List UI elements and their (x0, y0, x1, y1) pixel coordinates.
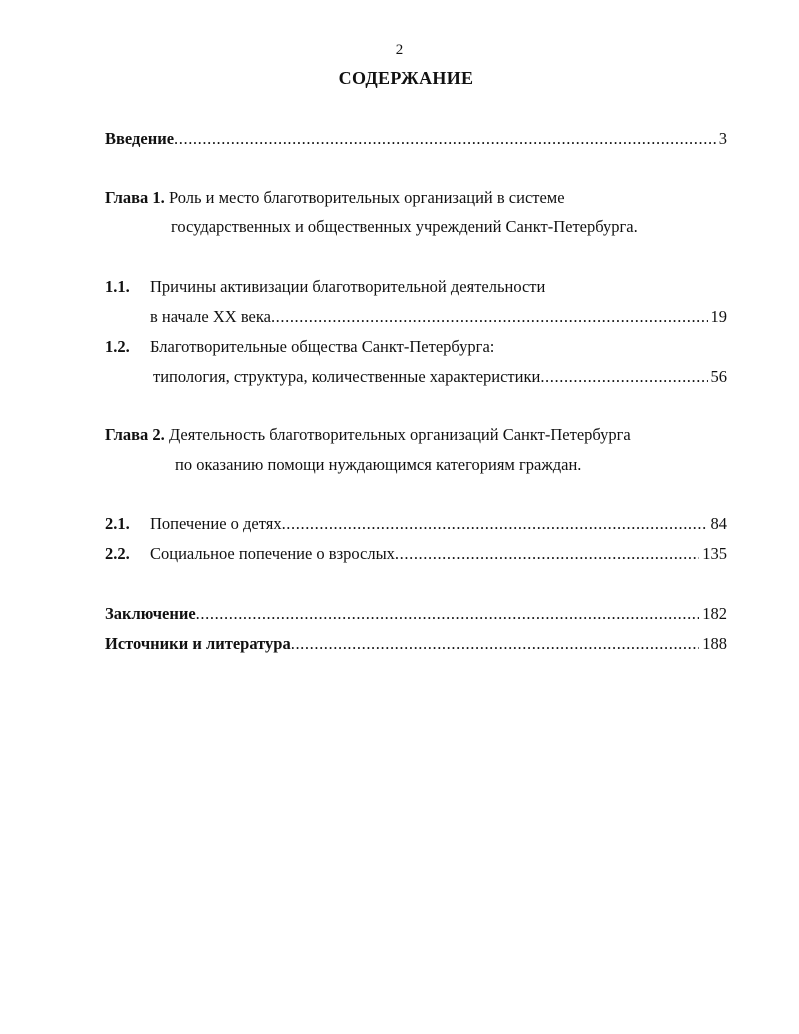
dot-leader (271, 306, 708, 328)
toc-entry-section-1-2[interactable] (153, 366, 727, 388)
toc-entry-section-2-2[interactable] (150, 543, 727, 565)
toc-page-number: 84 (710, 514, 727, 533)
dot-leader (540, 366, 707, 388)
toc-label: типология, структура, количественные характеристики (153, 367, 541, 386)
toc-entry-conclusion[interactable] (105, 603, 727, 625)
dot-leader (395, 543, 699, 565)
toc-label: Заключение (105, 604, 196, 623)
toc-label: Социальное попечение о взрослых (150, 544, 395, 563)
dot-leader (291, 633, 700, 655)
section-number: 1.2. (105, 337, 130, 356)
dot-leader (282, 513, 708, 535)
toc-entry-sources[interactable] (105, 633, 727, 655)
chapter-1-prefix: Глава 1. (105, 188, 165, 207)
chapter-1-title-line2: государственных и общественных учреждений Санкт-Петербурга. (171, 217, 638, 236)
toc-label: в начале XX века (150, 307, 271, 326)
section-number: 2.1. (105, 514, 130, 533)
toc-label: Источники и литература (105, 634, 291, 653)
chapter-2-heading[interactable] (105, 424, 631, 446)
chapter-2-title-line2: по оказанию помощи нуждающимся категориям граждан. (175, 455, 582, 474)
dot-leader (196, 603, 700, 625)
toc-page-number: 188 (702, 634, 727, 653)
chapter-2-prefix: Глава 2. (105, 425, 165, 444)
toc-page-number: 19 (710, 307, 727, 326)
chapter-2-title-line1: Деятельность благотворительных организаций Санкт-Петербурга (168, 425, 631, 444)
toc-page-number: 135 (702, 544, 727, 563)
dot-leader (174, 128, 716, 150)
toc-entry-introduction[interactable] (105, 128, 727, 150)
toc-page-number: 182 (702, 604, 727, 623)
toc-label: Введение (105, 129, 175, 148)
toc-page-number: 3 (718, 129, 727, 148)
chapter-1-heading[interactable] (105, 187, 565, 209)
section-number: 1.1. (105, 277, 130, 296)
toc-entry-section-2-1[interactable] (150, 513, 727, 535)
section-1-1-title-line1[interactable]: Причины активизации благотворительной деятельности (150, 277, 546, 296)
page-number: 2 (395, 42, 404, 58)
toc-label: Попечение о детях (150, 514, 282, 533)
page-title: СОДЕРЖАНИЕ (338, 68, 474, 88)
toc-page-number: 56 (710, 367, 727, 386)
chapter-1-title-line1: Роль и место благотворительных организаций в системе (168, 188, 565, 207)
section-1-2-title-line1[interactable]: Благотворительные общества Санкт-Петербурга: (150, 337, 495, 356)
toc-entry-section-1-1[interactable] (150, 306, 727, 328)
section-number: 2.2. (105, 544, 130, 563)
